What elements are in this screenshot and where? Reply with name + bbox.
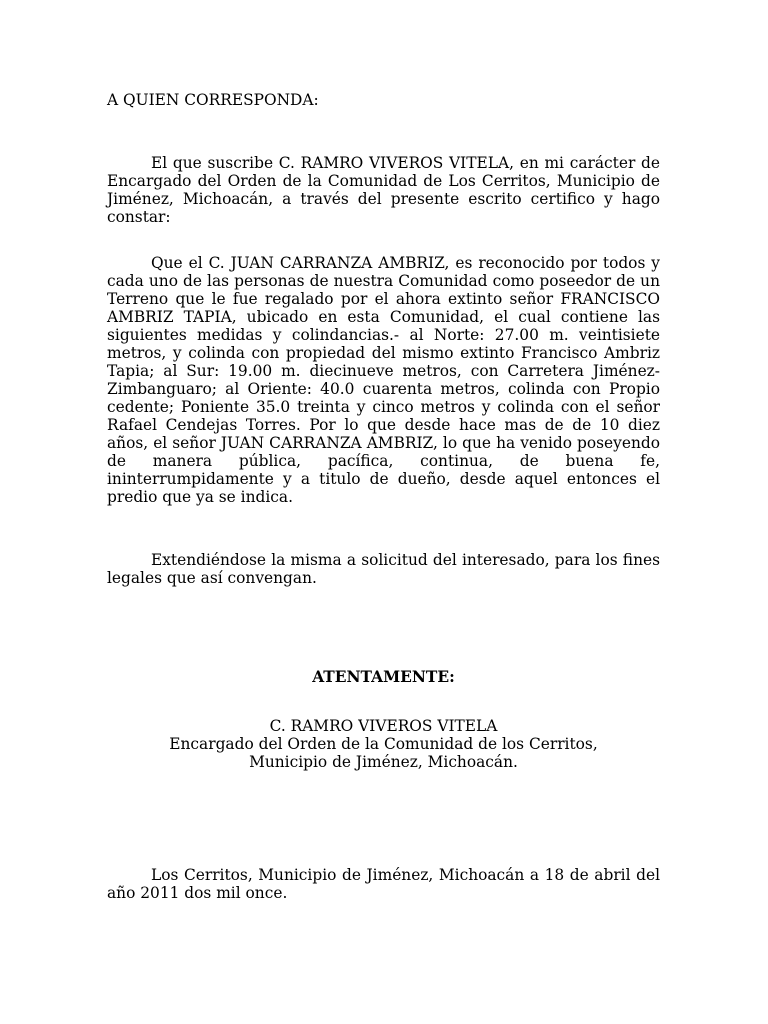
signature-block bbox=[107, 717, 660, 771]
closing-word: ATENTAMENTE: bbox=[312, 668, 455, 686]
place-and-date: Los Cerritos, Municipio de Jiménez, Michoacán a 18 de abril del año 2011 dos mil once. bbox=[107, 866, 660, 902]
purpose-paragraph: Extendiéndose la misma a solicitud del interesado, para los fines legales que así convengan. bbox=[107, 551, 660, 587]
salutation: A QUIEN CORRESPONDA: bbox=[107, 91, 319, 109]
signatory-name: C. RAMRO VIVEROS VITELA bbox=[269, 717, 498, 735]
signatory-title-line-1: Encargado del Orden de la Comunidad de los Cerritos, bbox=[169, 735, 598, 753]
signatory-title-line-2: Municipio de Jiménez, Michoacán. bbox=[249, 753, 518, 771]
property-description-paragraph: Que el C. JUAN CARRANZA AMBRIZ, es reconocido por todos y cada uno de las personas de nuestra Comunidad como poseedor de un Terreno que le fue regalado por el ahora extinto señor FRANCISCO AMBRIZ TAPIA, ubicado en esta Comunidad, el cual contiene las siguientes medidas y colindancias.- al Norte: 27.00 m. veintisiete metros, y colinda con propiedad del mismo extinto Francisco Ambriz Tapia; al Sur: 19.00 m. diecinueve metros, con Carretera Jiménez-Zimbanguaro; al Oriente: 40.0 cuarenta metros, colinda con Propio cedente; Poniente 35.0 treinta y cinco metros y colinda con el señor Rafael Cendejas Torres. Por lo que desde hace mas de de 10 diez años, el señor JUAN CARRANZA AMBRIZ, lo que ha venido poseyendo de manera pública, pacífica, continua, de buena fe, ininterrumpidamente y a titulo de dueño, desde aquel entonces el predio que ya se indica. bbox=[107, 254, 660, 506]
certification-intro-paragraph: El que suscribe C. RAMRO VIVEROS VITELA, en mi carácter de Encargado del Orden de la Comunidad de Los Cerritos, Municipio de Jiménez, Michoacán, a través del presente escrito certifico y hago constar: bbox=[107, 154, 660, 226]
